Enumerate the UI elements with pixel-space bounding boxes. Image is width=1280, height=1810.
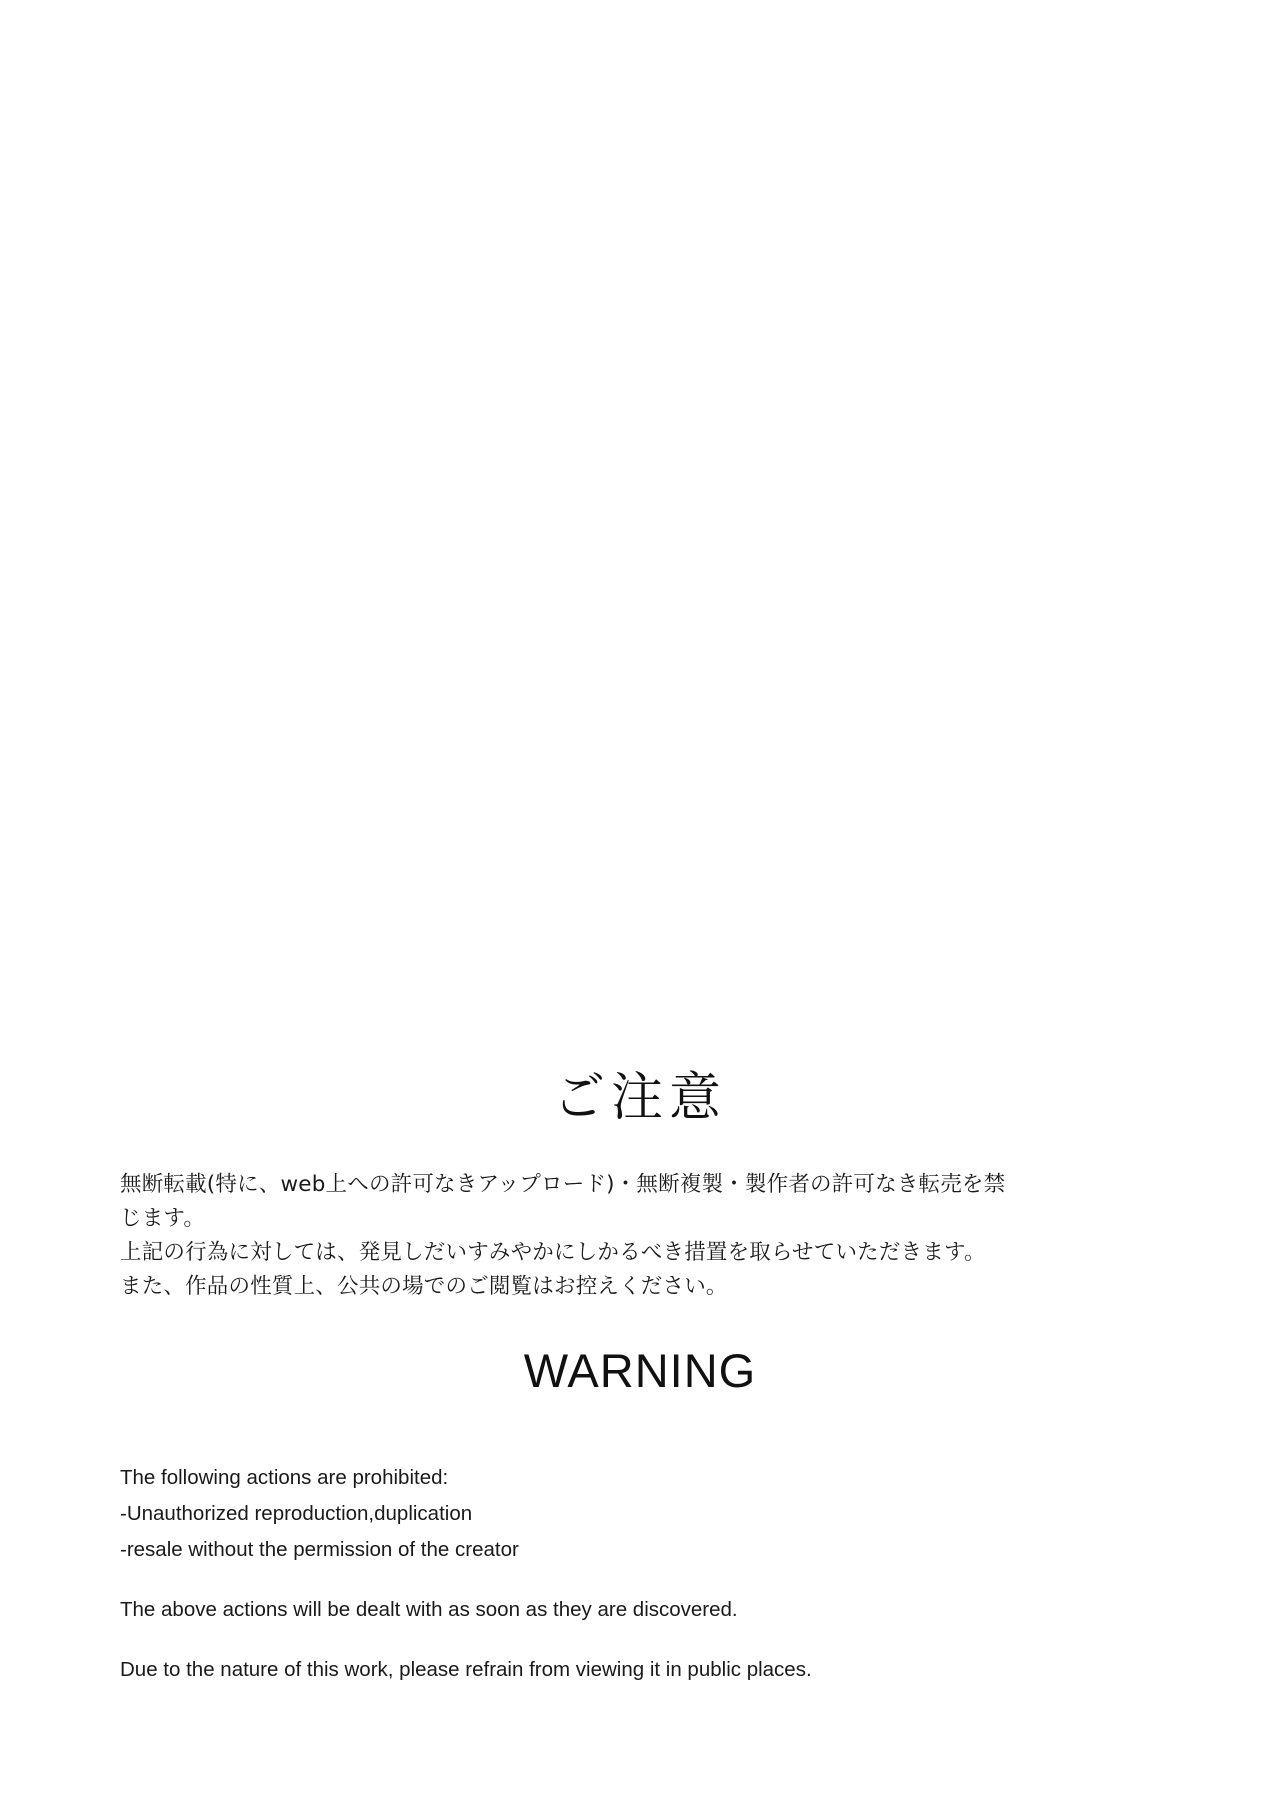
japanese-notice-line: 無断転載(特に、web上への許可なきアップロード)・無断複製・製作者の許可なき転売を禁 [120, 1172, 1006, 1197]
prohibited-action-item: -resale without the permission of the creator [120, 1538, 519, 1561]
paragraph-spacer [120, 1628, 1180, 1652]
prohibited-action-item: -Unauthorized reproduction,duplication [120, 1502, 473, 1525]
english-warning-body [120, 1460, 1180, 1688]
japanese-notice-heading: ご注意 [552, 1068, 727, 1128]
enforcement-paragraph: The above actions will be dealt with as soon as they are discovered. [120, 1598, 738, 1621]
prohibited-actions-intro: The following actions are prohibited: [120, 1466, 449, 1489]
paragraph-spacer [120, 1568, 1180, 1592]
japanese-notice-line: また、作品の性質上、公共の場でのご閲覧はお控えください。 [120, 1274, 728, 1299]
english-warning-heading: WARNING [523, 1344, 757, 1397]
japanese-notice-line: 上記の行為に対しては、発見しだいすみやかにしかるべき措置を取らせていただきます。 [120, 1240, 986, 1265]
public-viewing-paragraph: Due to the nature of this work, please refrain from viewing it in public places. [120, 1658, 812, 1681]
japanese-notice-line: じます。 [120, 1206, 206, 1231]
japanese-notice-body [120, 1168, 1165, 1304]
